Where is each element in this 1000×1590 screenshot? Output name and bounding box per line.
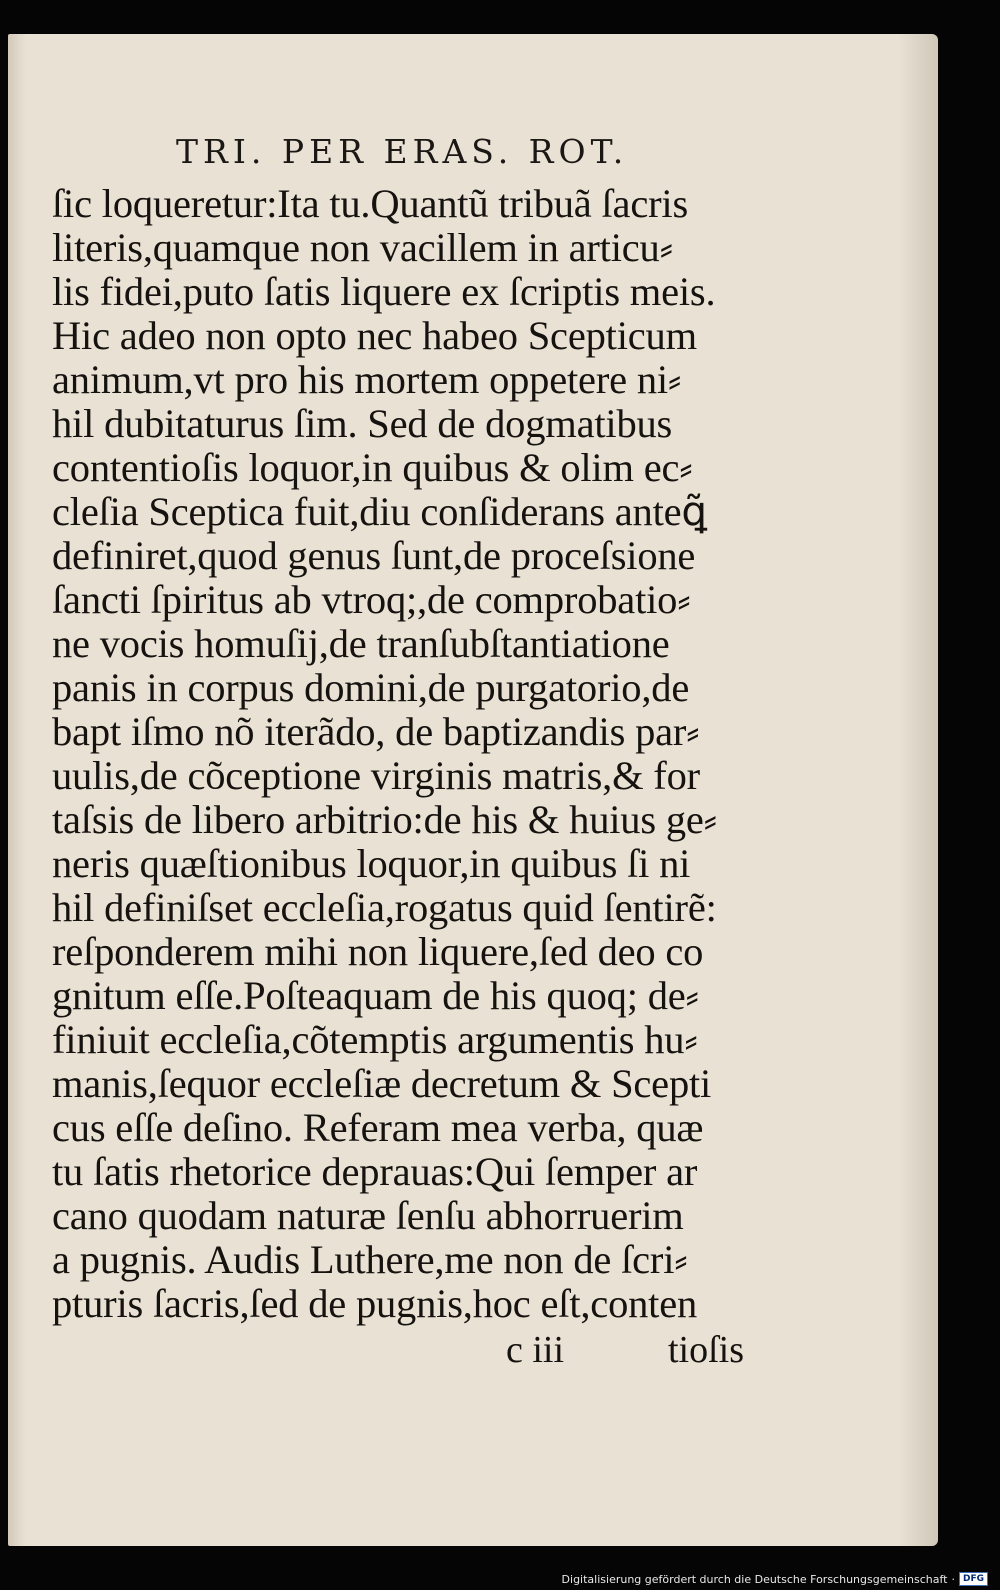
- text-line: hil definiſset eccleſia,rogatus quid ſentirẽ:: [52, 885, 717, 930]
- text-line: ſic loqueretur:Ita tu.Quantũ tribuã ſacris: [52, 181, 689, 226]
- book-page: [8, 34, 938, 1546]
- text-line: pturis ſacris,ſed de pugnis,hoc eſt,conten: [52, 1281, 698, 1326]
- text-line: definiret,quod genus ſunt,de proceſsione: [52, 533, 696, 578]
- text-line: cleſia Sceptica fuit,diu conſiderans anteꝗ̃: [52, 489, 707, 534]
- running-title: TRI. PER ERAS. ROT.: [176, 132, 629, 171]
- text-line: bapt iſmo nõ iterãdo, de baptizandis par⸗: [52, 709, 700, 754]
- text-line: tu ſatis rhetorice deprauas:Qui ſemper ar: [52, 1149, 698, 1194]
- text-line: literis,quamque non vacillem in articu⸗: [52, 225, 673, 270]
- text-line: animum,vt pro his mortem oppetere ni⸗: [52, 357, 682, 402]
- text-line: manis,ſequor eccleſiæ decretum & Scepti: [52, 1061, 712, 1106]
- text-line: uulis,de cõceptione virginis matris,& for: [52, 753, 700, 798]
- text-line: panis in corpus domini,de purgatorio,de: [52, 665, 690, 710]
- text-line: a pugnis. Audis Luthere,me non de ſcri⸗: [52, 1237, 688, 1282]
- text-line: neris quæſtionibus loquor,in quibus ſi ni: [52, 841, 691, 886]
- text-line: ne vocis homuſij,de tranſubſtantiatione: [52, 621, 670, 666]
- text-line: hil dubitaturus ſim. Sed de dogmatibus: [52, 401, 673, 446]
- digitization-credit: Digitalisierung gefördert durch die Deutsche Forschungsgemeinschaft · DFG: [562, 1572, 988, 1586]
- text-line: Hic adeo non opto nec habeo Scepticum: [52, 313, 697, 358]
- body-text: [52, 182, 762, 1326]
- text-line: ſancti ſpiritus ab vtroq;,de comprobatio⸗: [52, 577, 691, 622]
- text-line: contentioſis loquor,in quibus & olim ec⸗: [52, 445, 693, 490]
- catchword: tioſis: [668, 1329, 745, 1371]
- text-line: cus eſſe deſino. Referam mea verba, quæ: [52, 1105, 704, 1150]
- text-line: lis fidei,puto ſatis liquere ex ſcriptis meis.: [52, 269, 716, 314]
- text-line: finiuit eccleſia,cõtemptis argumentis hu⸗: [52, 1017, 698, 1062]
- text-line: cano quodam naturæ ſenſu abhorruerim: [52, 1193, 684, 1238]
- text-line: reſponderem mihi non liquere,ſed deo co: [52, 929, 704, 974]
- text-line: gnitum eſſe.Poſteaquam de his quoq; de⸗: [52, 973, 699, 1018]
- text-line: taſsis de libero arbitrio:de his & huius ge⸗: [52, 797, 717, 842]
- dfg-logo: DFG: [959, 1572, 988, 1586]
- signature-mark: c iii: [506, 1329, 565, 1371]
- credit-text: Digitalisierung gefördert durch die Deutsche Forschungsgemeinschaft: [561, 1572, 948, 1586]
